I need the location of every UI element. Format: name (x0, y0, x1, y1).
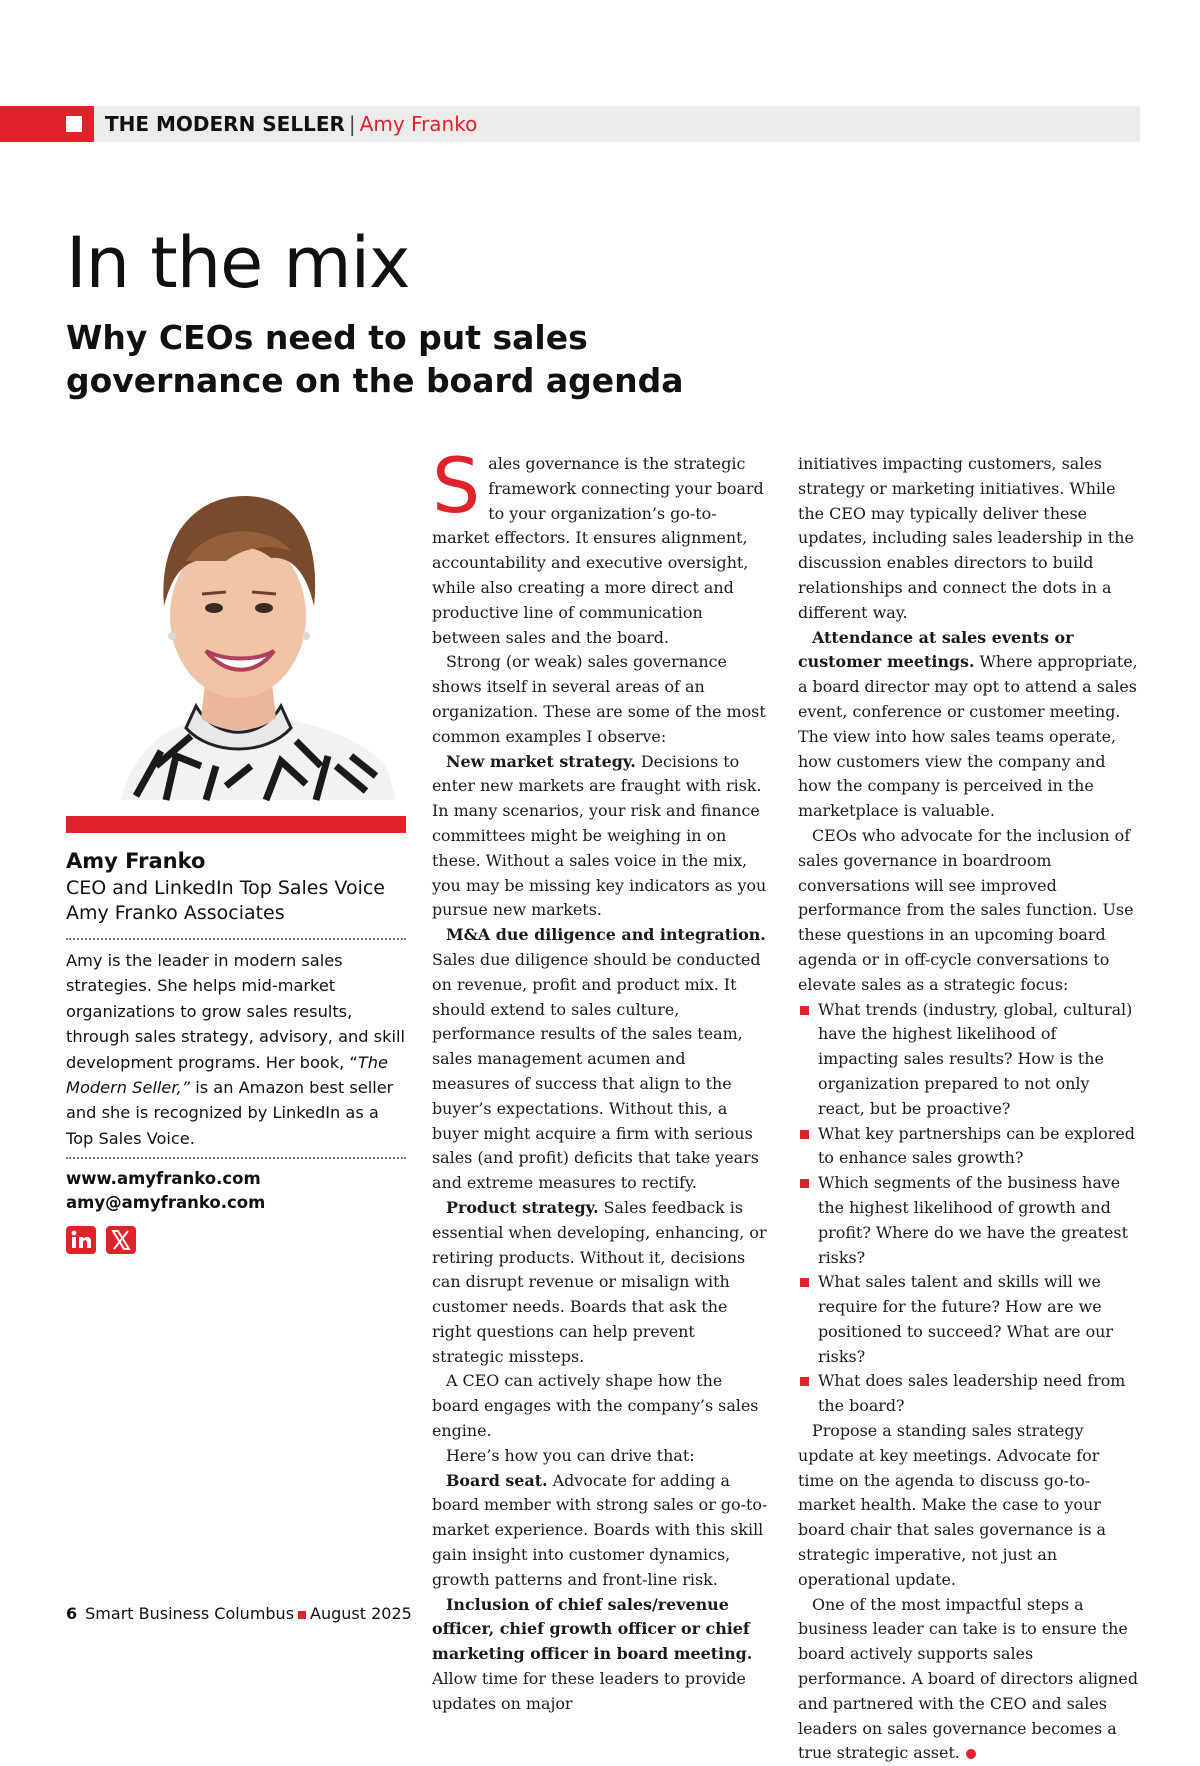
paragraph-lead: Board seat. (446, 1470, 548, 1490)
paragraph-text: Decisions to enter new markets are fraught with risk. In many scenarios, your risk and finance committees might be weighing in on these. Without a sales voice in the mix, you may be missing key indicators as you pursue new markets. (432, 751, 767, 920)
page-footer (66, 1603, 412, 1625)
paragraph (798, 626, 1138, 824)
section-header-bar (0, 106, 1140, 142)
paragraph-text: One of the most impactful steps a business leader can take is to ensure the board actively supports sales performance. A board of directors aligned and partnered with the CEO and sales leaders on sales governance becomes a true strategic asset. (798, 1594, 1138, 1763)
bullet-square-icon (800, 1179, 809, 1188)
author-company: Amy Franko Associates (66, 902, 285, 924)
paragraph: Propose a standing sales strategy update at key meetings. Advocate for time on the agenda to discuss go-to-market health. Make the case to your board chair that sales governance is a strategic imperative, not just an operational update. (798, 1421, 1106, 1589)
list-item (798, 1122, 1138, 1172)
paragraph (432, 1593, 768, 1717)
paragraph-text: ales governance is the strategic framework connecting your board to your organization’s go-to-market effectors. It ensures alignment, accountability and executive oversight, while also creating a more direct and productive line of communication between sales and the board. (432, 454, 764, 647)
bullet-square-icon (800, 1006, 809, 1015)
x-icon[interactable] (106, 1226, 136, 1254)
divider (66, 938, 406, 940)
list-item-text: What key partnerships can be explored to enhance sales growth? (818, 1123, 1135, 1168)
author-bio (66, 948, 406, 1151)
paragraph: A CEO can actively shape how the board engages with the company’s sales engine. (432, 1371, 759, 1441)
list-item-text: What does sales leadership need from the board? (818, 1371, 1126, 1416)
paragraph: CEOs who advocate for the inclusion of sales governance in boardroom conversations will see improved performance from the sales function. Use these questions in an upcoming board agenda or in off-cycle conversations to elevate sales as a strategic focus: (798, 825, 1134, 994)
end-mark-icon (966, 1749, 976, 1759)
header-separator: | (348, 112, 356, 136)
divider (66, 1157, 406, 1159)
paragraph-lead: New market strategy. (446, 751, 636, 771)
paragraph-text: Sales feedback is essential when developing, enhancing, or retiring products. Without it, decisions can disrupt revenue or misalign with customer needs. Boards that ask the right questions can help prevent strategic missteps. (432, 1197, 767, 1366)
linkedin-icon[interactable] (66, 1226, 96, 1254)
paragraph (432, 1469, 768, 1593)
email-link[interactable]: amy@amyfranko.com (66, 1193, 266, 1212)
list-item (798, 998, 1138, 1122)
list-item (798, 1270, 1138, 1369)
paragraph: Strong (or weak) sales governance shows itself in several areas of an organization. These are some of the most common examples I observe: (432, 652, 766, 746)
paragraph (798, 1593, 1138, 1766)
author-name: Amy Franko (66, 849, 206, 873)
list-item (798, 1171, 1138, 1270)
footer-square-icon (298, 1611, 306, 1619)
paragraph-text: Where appropriate, a board director may opt to attend a sales event, conference or customer meeting. The view into how sales teams operate, how customers view the company and how the company is perceived in the marketplace is valuable. (798, 652, 1138, 821)
paragraph (432, 750, 768, 924)
bio-text-end: is an Amazon best seller and she is recognized by LinkedIn as a Top Sales Voice. (66, 1078, 394, 1148)
paragraph (432, 923, 768, 1196)
issue-date: August 2025 (310, 1604, 412, 1623)
header-square-icon (66, 116, 82, 132)
author-role: CEO and LinkedIn Top Sales Voice (66, 877, 385, 899)
paragraph: initiatives impacting customers, sales strategy or marketing initiatives. While the CEO may typically deliver these updates, including sales leadership in the discussion enables directors to build relationships and connect the dots in a different way. (798, 454, 1134, 622)
author-photo (66, 466, 406, 800)
header-text (105, 112, 477, 136)
header-author: Amy Franko (359, 112, 478, 136)
bio-text-start: Amy is the leader in modern sales strategies. She helps mid-market organizations to grow sales results, through sales strategy, advisory, and skill development programs. Her book, “ (66, 951, 405, 1072)
website-link[interactable]: www.amyfranko.com (66, 1169, 261, 1188)
bullet-square-icon (800, 1278, 809, 1287)
paragraph (432, 441, 768, 650)
paragraph-text: Advocate for adding a board member with strong sales or go-to-market experience. Boards with this skill gain insight into customer dynamics, growth patterns and front-line risk. (432, 1470, 768, 1589)
paragraph (432, 1196, 768, 1370)
article-column-2 (798, 452, 1138, 1766)
page-subtitle: Why CEOs need to put sales governance on the board agenda (66, 318, 684, 400)
bullet-square-icon (800, 1130, 809, 1139)
paragraph: Here’s how you can drive that: (446, 1445, 695, 1465)
bio-book-title: The Modern Seller,” (66, 1052, 388, 1098)
list-item (798, 1369, 1138, 1419)
page-number: 6 (66, 1604, 78, 1623)
list-item-text: What trends (industry, global, cultural) have the highest likelihood of impacting sales results? How is the organization prepared to not only react, but be proactive? (818, 999, 1133, 1118)
drop-cap: S (432, 441, 481, 530)
article-column-1 (432, 441, 768, 1717)
list-item-text: What sales talent and skills will we require for the future? How are we positioned to succeed? What are our risks? (818, 1272, 1114, 1366)
photo-accent-bar (66, 816, 406, 833)
paragraph-text: Allow time for these leaders to provide updates on major (432, 1669, 746, 1713)
paragraph-lead: Attendance at sales events or customer meetings. (798, 627, 1074, 672)
paragraph-lead: Inclusion of chief sales/revenue officer, chief growth officer or chief marketing officer in board meeting. (432, 1594, 753, 1664)
paragraph-text: Sales due diligence should be conducted on revenue, profit and product mix. It should extend to sales culture, performance results of the sales team, sales management acumen and measures of success that align to the buyer’s expectations. Without this, a buyer might acquire a firm with serious sales (and profit) deficits that take years and extreme measures to rectify. (432, 949, 761, 1193)
paragraph-lead: Product strategy. (446, 1197, 599, 1217)
question-list (798, 998, 1138, 1420)
bullet-square-icon (800, 1377, 809, 1386)
publication-name: Smart Business Columbus (85, 1604, 295, 1623)
list-item-text: Which segments of the business have the highest likelihood of growth and profit? Where do we have the greatest risks? (818, 1173, 1128, 1267)
page-title: In the mix (66, 222, 410, 304)
section-name: THE MODERN SELLER (105, 112, 345, 136)
paragraph-lead: M&A due diligence and integration. (446, 925, 766, 945)
